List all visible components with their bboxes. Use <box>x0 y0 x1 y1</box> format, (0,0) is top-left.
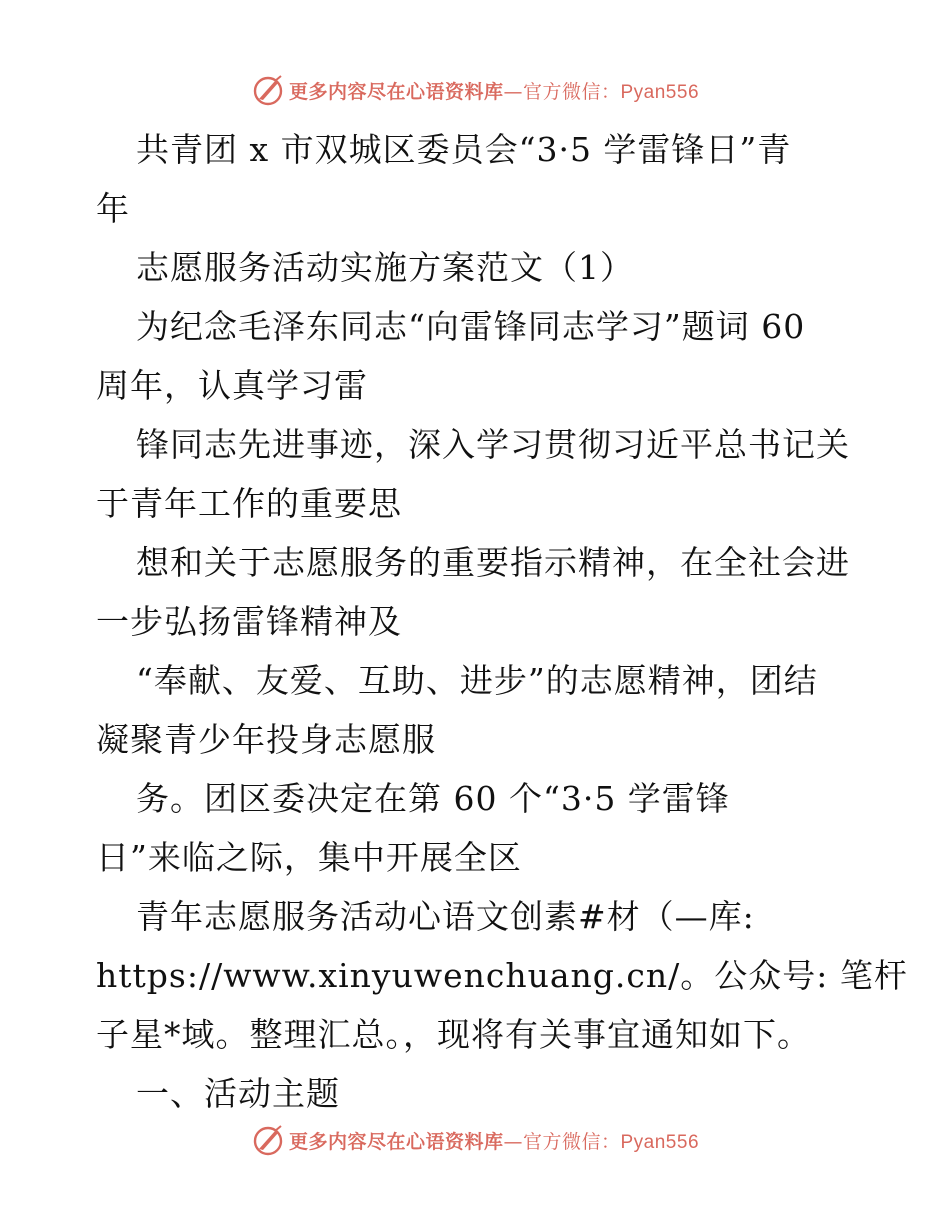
watermark-text <box>289 77 699 104</box>
watermark-banner-bottom <box>0 1120 950 1160</box>
body-line: 志愿服务活动实施方案范文（1） <box>136 248 634 287</box>
document-body <box>96 120 908 1123</box>
body-line: 周年，认真学习雷 <box>96 366 368 405</box>
body-line: 日”来临之际，集中开展全区 <box>96 838 522 877</box>
body-line: https://www.xinyuwenchuang.cn/。公众号: 笔杆 <box>96 956 908 995</box>
watermark-account: Pyan556 <box>620 81 700 103</box>
watermark-wechat-label: 官方微信： <box>522 1130 621 1153</box>
watermark-banner-top <box>0 70 950 110</box>
watermark-text <box>289 1127 699 1154</box>
body-line: 共青团 x 市双城区委员会“3·5 学雷锋日”青 <box>136 130 792 169</box>
body-line: “奉献、友爱、互助、进步”的志愿精神，团结 <box>136 661 818 700</box>
body-line: 子星*域。整理汇总。，现将有关事宜通知如下。 <box>96 1015 811 1054</box>
quill-logo-icon <box>251 73 285 107</box>
watermark-site-text: 更多内容尽在心语资料库 <box>288 80 504 103</box>
body-line: 年 <box>96 189 130 228</box>
section-heading: 一、活动主题 <box>136 1074 340 1113</box>
body-line: 青年志愿服务活动心语文创素#材（—库: <box>136 897 755 936</box>
watermark-wechat-label: 官方微信： <box>522 80 621 103</box>
watermark-site-text: 更多内容尽在心语资料库 <box>288 1130 504 1153</box>
quill-logo-icon <box>251 1123 285 1157</box>
body-line: 凝聚青少年投身志愿服 <box>96 720 436 759</box>
body-line: 于青年工作的重要思 <box>96 484 402 523</box>
body-line: 务。团区委决定在第 60 个“3·5 学雷锋 <box>136 779 730 818</box>
body-line: 想和关于志愿服务的重要指示精神，在全社会进 <box>136 543 850 582</box>
watermark-account: Pyan556 <box>620 1131 700 1153</box>
watermark-separator: — <box>503 80 523 103</box>
body-line: 一步弘扬雷锋精神及 <box>96 602 402 641</box>
watermark-separator: — <box>503 1130 523 1153</box>
body-line: 锋同志先进事迹，深入学习贯彻习近平总书记关 <box>136 425 850 464</box>
body-line: 为纪念毛泽东同志“向雷锋同志学习”题词 60 <box>136 307 806 346</box>
